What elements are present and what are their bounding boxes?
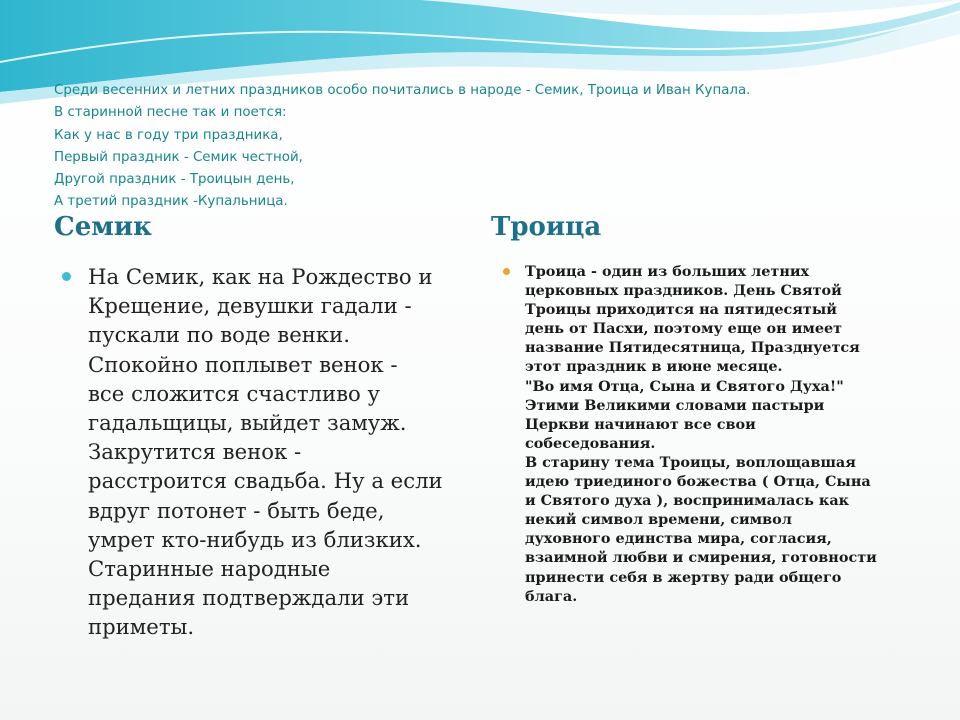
semik-line: пускали по воде венки. (88, 322, 350, 348)
intro-line: Первый праздник - Семик честной, (54, 149, 303, 165)
semik-line: гадальщицы, выйдет замуж. (88, 410, 407, 436)
troitsa-line: этот праздник в июне месяце. (525, 358, 783, 376)
troitsa-line: Троица - один из больших летних (525, 263, 810, 280)
troitsa-line: собеседования. (525, 434, 656, 452)
heading-semik: Семик (54, 212, 152, 242)
troitsa-line: духовного единства мира, согласия, (525, 530, 832, 548)
semik-line: Крещение, девушки гадали - (88, 293, 412, 319)
semik-line: приметы. (88, 614, 195, 640)
troitsa-section (503, 262, 913, 606)
semik-line: умрет кто-нибудь из близких. (88, 526, 422, 552)
bullet-icon (62, 272, 71, 281)
semik-line: Закрутится венок - (88, 439, 302, 465)
troitsa-line: принести себя в жертву ради общего (525, 568, 842, 586)
troitsa-line: "Во имя Отца, Сына и Святого Духа!" (525, 377, 844, 395)
intro-line: Другой праздник - Троицын день, (54, 172, 295, 188)
semik-section (62, 262, 472, 642)
semik-line: расстроится свадьба. Ну а если (88, 468, 443, 494)
troitsa-line: идею триединого божества ( Отца, Сына (525, 473, 871, 491)
troitsa-line: церковных праздников. День Святой (525, 282, 842, 300)
semik-line: На Семик, как на Рождество и (88, 264, 433, 289)
troitsa-line: Троицы приходится на пятидесятый (525, 301, 837, 319)
troitsa-line: В старину тема Троицы, воплощавшая (525, 453, 856, 471)
semik-line: предания подтверждали эти (88, 585, 410, 611)
intro-line: Как у нас в году три праздника, (54, 127, 283, 143)
troitsa-line: блага. (525, 587, 578, 605)
bullet-icon (503, 268, 510, 275)
intro-line: А третий праздник -Купальница. (54, 194, 288, 210)
troitsa-line: название Пятидесятница, Празднуется (525, 339, 860, 357)
troitsa-line: взаимной любви и смирения, готовности (525, 549, 877, 567)
troitsa-line: некий символ времени, символ (525, 511, 792, 529)
troitsa-line: Этими Великими словами пастыри (525, 396, 825, 414)
semik-line: все сложится счастливо у (88, 380, 381, 406)
semik-line: вдруг потонет - быть беде, (88, 497, 385, 523)
semik-line: Старинные народные (88, 556, 331, 582)
semik-line: Спокойно поплывет венок - (88, 351, 398, 377)
semik-text (88, 262, 472, 642)
troitsa-line: день от Пасхи, поэтому еще он имеет (525, 320, 843, 338)
heading-troitsa: Троица (491, 212, 602, 242)
intro-line: В старинной песне так и поется: (54, 105, 287, 121)
troitsa-line: Церкви начинают все свои (525, 415, 756, 433)
troitsa-line: и Святого духа ), воспринималась как (525, 492, 850, 510)
intro-line: Среди весенних и летних праздников особо почитались в народе - Семик, Троица и Иван Купала. (54, 83, 751, 98)
intro-verse (54, 80, 934, 214)
troitsa-text (525, 262, 913, 606)
